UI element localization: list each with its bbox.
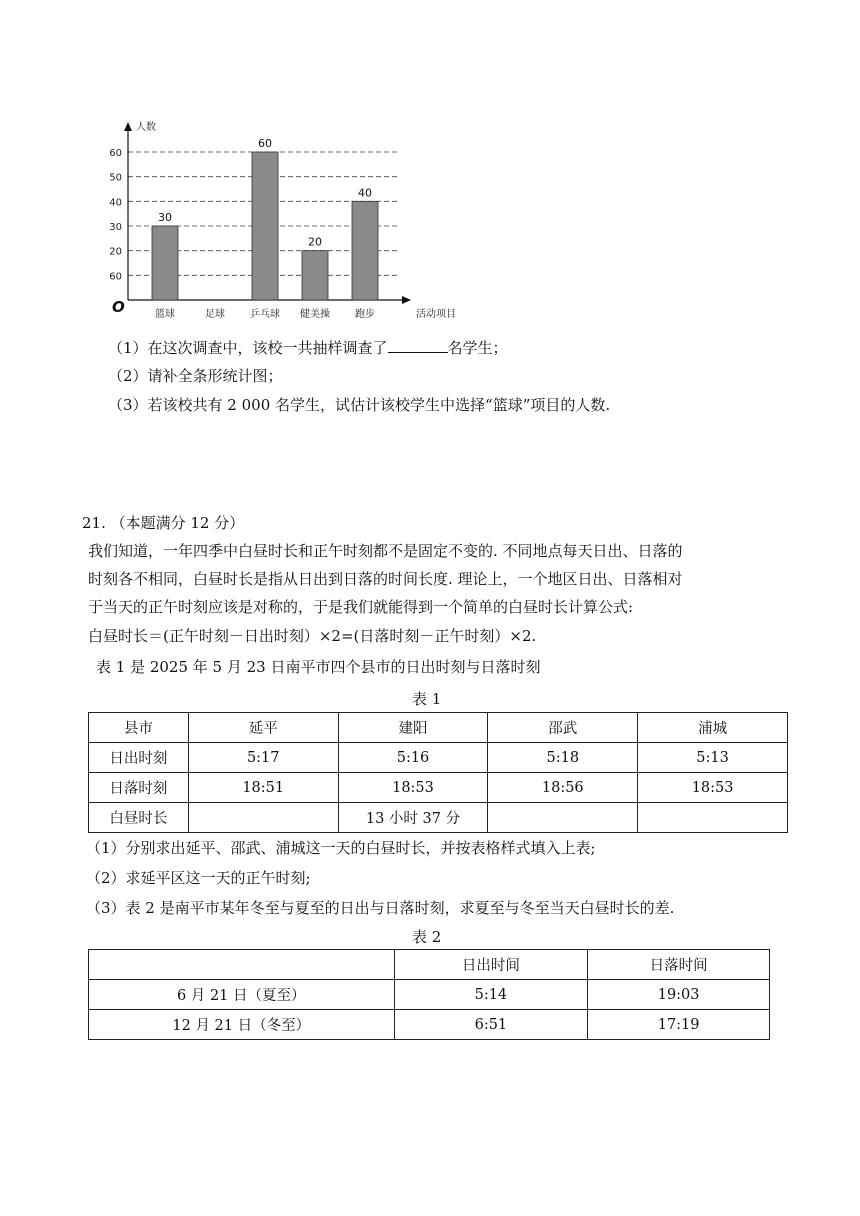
bar xyxy=(152,226,178,300)
question-1-suffix: 名学生； xyxy=(447,339,508,357)
table-cell: 18:51 xyxy=(188,773,338,803)
subquestion-3: （3）表 2 是南平市某年冬至与夏至的日出与日落时刻，求夏至与冬至当天白昼时长的差. xyxy=(86,899,675,917)
x-axis-label: 活动项目 xyxy=(416,309,456,320)
table-cell: 18:56 xyxy=(488,773,638,803)
bar xyxy=(252,152,278,300)
y-tick-label: 60 xyxy=(109,148,122,159)
y-tick-label: 40 xyxy=(109,197,122,209)
y-tick-label: 60 xyxy=(109,271,122,283)
paragraph-line-1: 我们知道，一年四季中白昼时长和正午时刻都不是固定不变的. 不同地点每天日出、日落的 xyxy=(88,542,683,560)
origin-label: O xyxy=(112,298,125,316)
bar xyxy=(352,201,378,300)
subquestion-2: （2）求延平区这一天的正午时刻; xyxy=(86,869,311,887)
question-3-text: （3）若该校共有 2 000 名学生，试估计该校学生中选择“篮球”项目的人数. xyxy=(108,396,611,414)
table1-caption: 表 1 xyxy=(412,690,442,708)
subquestion-1: （1）分别求出延平、邵武、浦城这一天的白昼时长，并按表格样式填入上表; xyxy=(86,839,596,857)
table-cell: 18:53 xyxy=(638,773,788,803)
table-cell xyxy=(188,803,338,833)
question-3 xyxy=(108,395,610,415)
table-cell: 5:13 xyxy=(638,743,788,773)
y-axis-arrow xyxy=(124,122,132,131)
table-row xyxy=(89,803,788,833)
table-1 xyxy=(88,712,788,833)
bar xyxy=(302,251,328,300)
table-cell: 建阳 xyxy=(338,713,488,743)
bar-chart xyxy=(100,112,470,330)
question-2 xyxy=(108,366,283,386)
table-cell: 18:53 xyxy=(338,773,488,803)
x-tick-label: 篮球 xyxy=(155,309,175,320)
table-row xyxy=(89,950,770,980)
table-cell: 日出时间 xyxy=(394,950,588,980)
table2-caption: 表 2 xyxy=(412,928,442,946)
table-cell: 6 月 21 日（夏至） xyxy=(89,980,395,1010)
table-cell: 延平 xyxy=(188,713,338,743)
paragraph-line-3: 于当天的正午时刻应该是对称的，于是我们就能得到一个简单的白昼时长计算公式: xyxy=(88,598,634,616)
table-cell: 白昼时长 xyxy=(89,803,189,833)
table1-intro: 表 1 是 2025 年 5 月 23 日南平市四个县市的日出时刻与日落时刻 xyxy=(96,658,541,676)
table-row xyxy=(89,773,788,803)
table-cell: 12 月 21 日（冬至） xyxy=(89,1010,395,1040)
paragraph-line-2: 时刻各不相同，白昼时长是指从日出到日落的时间长度. 理论上，一个地区日出、日落相对 xyxy=(88,570,683,588)
y-axis-label: 人数 xyxy=(136,122,156,133)
formula-line: 白昼时长＝(正午时刻－日出时刻）×2=(日落时刻－正午时刻）×2. xyxy=(88,627,537,645)
x-axis-arrow xyxy=(402,296,411,304)
question-1 xyxy=(108,338,508,358)
x-tick-label: 足球 xyxy=(205,309,225,320)
table-cell xyxy=(638,803,788,833)
problem-21-header: 21. （本题满分 12 分） xyxy=(82,514,245,532)
table-cell: 日落时间 xyxy=(588,950,770,980)
x-tick-label: 跑步 xyxy=(355,309,375,320)
table-row xyxy=(89,743,788,773)
table-cell: 5:16 xyxy=(338,743,488,773)
question-2-text: （2）请补全条形统计图； xyxy=(108,367,283,385)
table-cell: 浦城 xyxy=(638,713,788,743)
bar-data-label: 20 xyxy=(308,235,322,249)
table-cell: 日出时刻 xyxy=(89,743,189,773)
table-cell: 5:18 xyxy=(488,743,638,773)
x-tick-label: 健美操 xyxy=(300,309,330,320)
bar-data-label: 40 xyxy=(358,186,372,200)
bar-data-label: 30 xyxy=(158,211,172,224)
table-cell: 日落时刻 xyxy=(89,773,189,803)
table-cell: 17:19 xyxy=(588,1010,770,1040)
table-cell xyxy=(488,803,638,833)
table-row xyxy=(89,713,788,743)
x-tick-label: 乒乓球 xyxy=(250,309,280,320)
y-tick-label: 20 xyxy=(109,246,122,258)
table-cell: 邵武 xyxy=(488,713,638,743)
table-row xyxy=(89,980,770,1010)
table-cell: 5:17 xyxy=(188,743,338,773)
table-cell: 19:03 xyxy=(588,980,770,1010)
table-cell: 13 小时 37 分 xyxy=(338,803,488,833)
table-cell: 6:51 xyxy=(394,1010,588,1040)
bar-data-label: 60 xyxy=(258,137,272,150)
table-row xyxy=(89,1010,770,1040)
table-2 xyxy=(88,949,770,1040)
table-cell xyxy=(89,950,395,980)
answer-blank xyxy=(388,338,448,353)
table-cell: 县市 xyxy=(89,713,189,743)
question-1-text: （1）在这次调查中，该校一共抽样调查了 xyxy=(108,339,388,357)
table-cell: 5:14 xyxy=(394,980,588,1010)
y-tick-label: 30 xyxy=(109,222,122,233)
y-tick-label: 50 xyxy=(109,172,122,184)
